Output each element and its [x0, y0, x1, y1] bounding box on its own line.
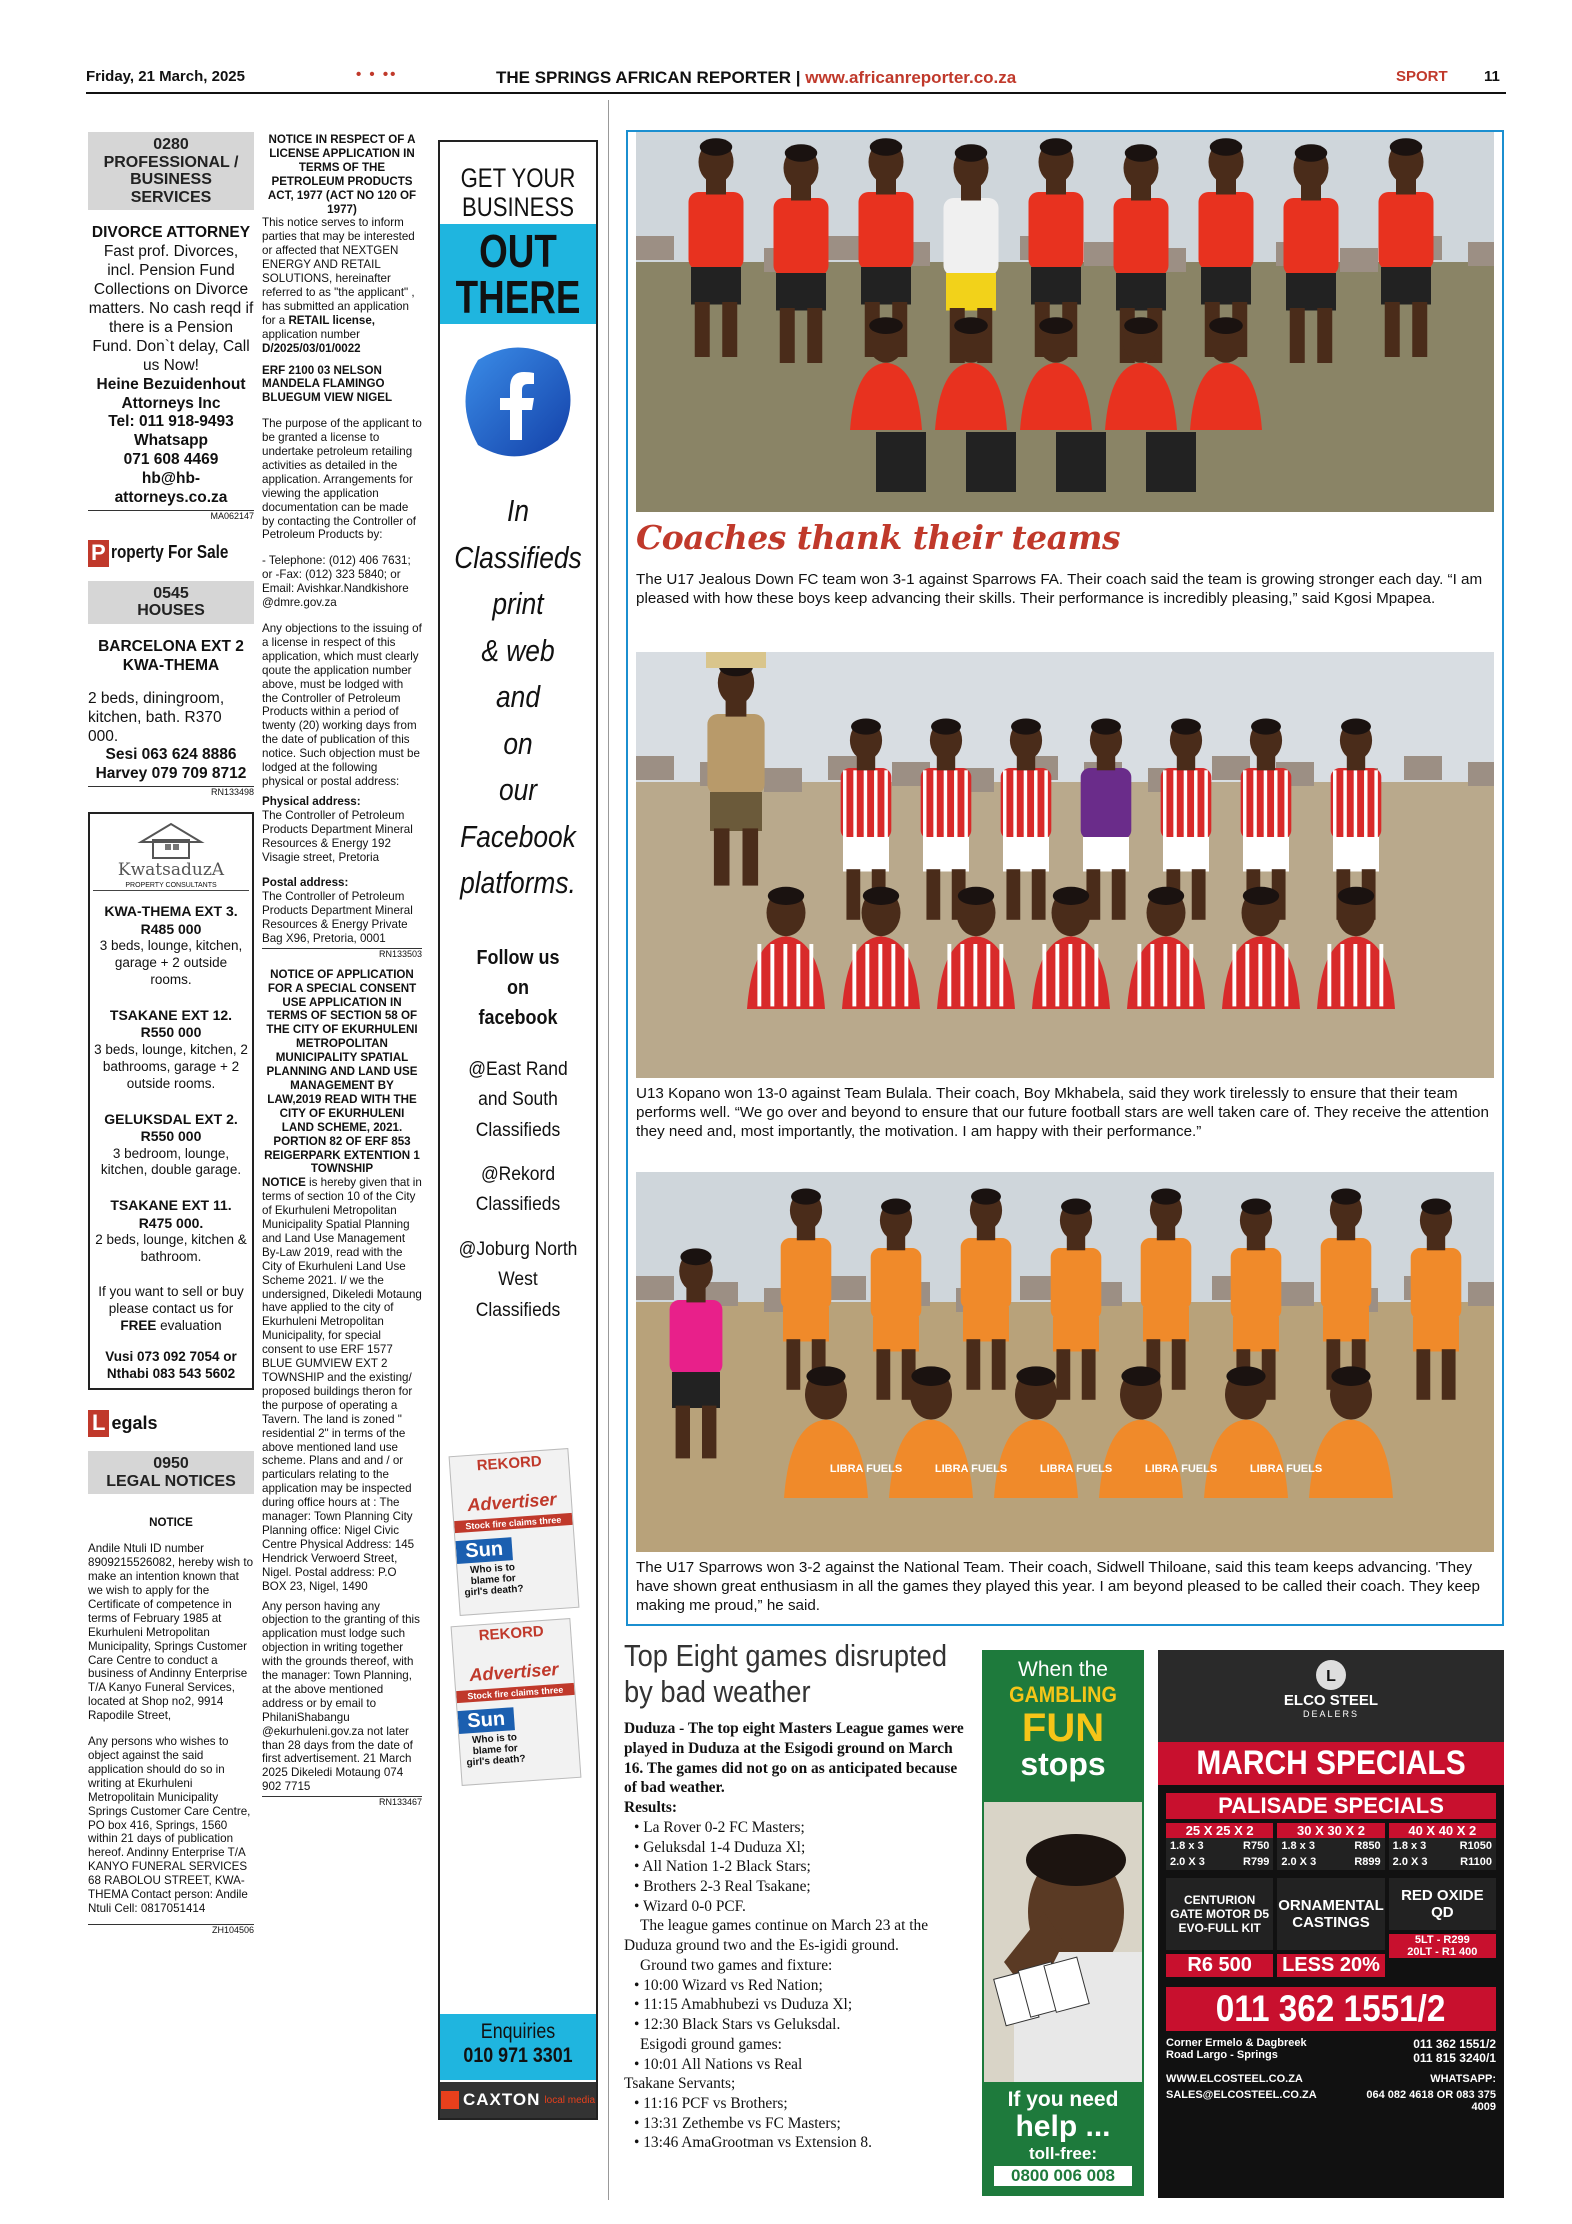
listing-price: R485 000	[140, 920, 202, 937]
enquiries-label: Enquiries	[480, 2020, 556, 2043]
size-row	[1389, 1854, 1496, 1870]
category-code: 0280	[153, 136, 189, 153]
classifieds-column-2	[262, 133, 422, 1808]
size-price: R899	[1354, 1856, 1381, 1868]
notice-title: NOTICE	[149, 1516, 193, 1530]
notice-text: is hereby given that in terms of section 10 of the City of Ekurhuleni Metropolitan Municipality Spatial Planning and Land Use Management By-Law 2019, read with the City of Ekurhuleni Land Use Scheme 2021. I/ we the undersigned, Dikeledi Motaung have applied to the city of Ekurhuleni Metropolitan Municipality, for special consent to use ERF 1577 BLUE GUMVIEW EXT 2 TOWNSHIP and the existing/ proposed buildings theron for the purpose of operating a Tavern. The land is zoned " residential 2" in terms of the above mentioned land use scheme. Plans and and / or particulars relating to the application may be inspected during office hours at : The manager: Town Planning City Planning office: Nigel Civic Centre Physical Address: 145 Hendrick Verwoerd Street, Nigel. Postal address: P.O BOX 23, Nigel, 1490	[262, 1176, 422, 1593]
caxton-logo-icon	[441, 2091, 459, 2109]
size-price: R1050	[1459, 1840, 1492, 1852]
team-photo-kopano	[636, 652, 1494, 1078]
whatsapp-label: WHATSAPP:	[1430, 2073, 1496, 2086]
fixture-continued: Tsakane Servants;	[624, 2075, 736, 2093]
logo-text: KwatsaduzA	[117, 860, 225, 881]
follow-us-text: Follow us on facebook	[476, 946, 560, 1029]
product-name: ORNAMENTAL CASTINGS	[1277, 1878, 1384, 1950]
ad-phone: Tel: 011 918-9493	[108, 413, 234, 431]
size-spec: 1.8 x 3	[1392, 1840, 1427, 1852]
team-photo-jealous-down	[636, 132, 1494, 512]
listing-description: 3 beds, lounge, kitchen, 2 bathrooms, garage + 2 outside rooms.	[94, 1041, 248, 1091]
list-item: • Brothers 2-3 Real Tsakane;	[634, 1878, 811, 1896]
erf-address: ERF 2100 03 NELSON MANDELA FLAMINGO BLUEGUM VIEW NIGEL	[262, 363, 393, 405]
newspaper-stack	[454, 1452, 582, 1822]
ad-line: GAMBLING	[1009, 1682, 1117, 1707]
paper-headline: Who is to blame for girl's death?	[464, 1562, 524, 1599]
svg-text:LIBRA FUELS: LIBRA FUELS	[934, 1463, 1008, 1475]
facebook-handle[interactable]: @Joburg North West Classifieds	[458, 1238, 578, 1321]
ad-line: FUN	[1021, 1706, 1105, 1750]
heading-initial: L	[88, 1410, 109, 1437]
list-item: • 13:46 AmaGrootman vs Extension 8.	[634, 2134, 872, 2152]
size-price: R1100	[1460, 1856, 1492, 1868]
team-photo-image	[636, 652, 1494, 1078]
in-line: print	[492, 586, 544, 622]
paper-masthead: Sun	[455, 1537, 512, 1564]
helpline-number[interactable]: 0800 006 008	[994, 2166, 1132, 2186]
results-heading: Results:	[624, 1799, 678, 1817]
ad-contacts: Vusi 073 092 7054 or Nthabi 083 543 5602	[105, 1348, 237, 1381]
ad-ref: RN133498	[88, 786, 254, 798]
category-title: PROFESSIONAL /	[103, 153, 239, 171]
team-photo-sparrows	[636, 1172, 1494, 1552]
article-headline: Top Eight games disrupted by bad weather	[624, 1638, 948, 1709]
helpline-box	[984, 2082, 1142, 2194]
size-row	[1166, 1838, 1273, 1854]
notice-text: This notice serves to inform parties that may be interested or affected that NEXTGEN ENERGY AND RETAIL SOLUTIONS, hereinafter referred to as "the applicant" , has submitted an application for a	[262, 216, 415, 327]
kanyo-notice	[88, 1516, 254, 1935]
listing-description: 3 bedroom, lounge, kitchen, double garage.	[100, 1145, 242, 1178]
size-price: R799	[1243, 1856, 1270, 1868]
size-price: R850	[1354, 1840, 1381, 1852]
listing-title: TSAKANE EXT 12.	[109, 1006, 233, 1023]
product-name: RED OXIDE QD	[1389, 1878, 1496, 1930]
banner-line: THERE	[455, 271, 581, 324]
notice-body: Any persons who wishes to object against the said application should do so in writing at Ekurhuleni Metropolitain Municipality Springs Customer Care Centre, PO box 416, Springs, 1560 within 21 days of publication hereof. Andinny Enterprise T/A KANYO FUNERAL SERVICES 68 RABOLOU STREET, KWA- THEMA Contact person: Andile Ntuli Cell: 0817051414	[88, 1735, 251, 1915]
responsible-gambling-ad	[982, 1650, 1144, 2196]
listing	[93, 1197, 249, 1266]
cta-end: evaluation	[156, 1317, 222, 1333]
listing-list	[93, 903, 249, 1266]
palisade-heading: PALISADE SPECIALS	[1166, 1793, 1496, 1819]
notice-body	[262, 1176, 422, 1593]
in-line: In	[507, 493, 529, 529]
facebook-logo-icon	[458, 340, 578, 470]
ad-ref: MA062147	[88, 510, 254, 522]
list-item: • 12:30 Black Stars vs Geluksdal.	[634, 2016, 841, 2034]
phone-text: 011 362 1551/2	[1216, 1988, 1446, 2029]
paper-masthead: Sun	[457, 1707, 514, 1734]
list-item: • 11:16 PCF vs Brothers;	[634, 2094, 788, 2112]
address-heading: Postal address:	[262, 876, 349, 890]
list-item: • All Nation 1-2 Black Stars;	[634, 1858, 811, 1876]
results-list	[624, 1818, 964, 1917]
facebook-handles	[446, 1055, 590, 1326]
ad-line: stops	[1020, 1746, 1106, 1782]
gate-motor-special	[1166, 1878, 1273, 1977]
product-price: 5LT - R299	[1389, 1934, 1496, 1946]
cta-text	[93, 1284, 249, 1335]
section-name: SPORT	[1396, 68, 1448, 85]
team-photo-image	[636, 1172, 1494, 1552]
headline-line: GET YOUR	[460, 163, 576, 193]
listing-price: R550 000	[140, 1128, 202, 1145]
notice-title: NOTICE IN RESPECT OF A LICENSE APPLICATION IN TERMS OF THE PETROLEUM PRODUCTS ACT, 1977 (ACT NO 120 OF 1977)	[267, 133, 417, 216]
ad-body: 2 beds, diningroom, kitchen, bath. R370 000.	[88, 689, 225, 745]
ad-line: toll-free:	[1029, 2144, 1097, 2163]
ad-contact: Harvey 079 709 8712	[95, 765, 247, 783]
list-item: • Geluksdal 1-4 Duduza Xl;	[634, 1838, 806, 1856]
elco-logo	[1158, 1650, 1504, 1742]
ad-phone: 071 608 4469	[123, 451, 219, 469]
listing-title: TSAKANE EXT 11.	[110, 1197, 232, 1214]
ad-title: BARCELONA EXT 2 KWA-THEMA	[98, 637, 244, 674]
facebook-handle[interactable]: @Rekord Classifieds	[475, 1163, 561, 1216]
newspaper-cover	[449, 1448, 580, 1616]
banner-line: OUT	[479, 225, 557, 278]
postal-address: The Controller of Petroleum Products Department Mineral Resources & Energy Private Bag X96, Pretoria, 0001	[262, 890, 413, 946]
ad-line: When the	[1018, 1658, 1108, 1681]
phones	[1413, 2037, 1496, 2065]
paper-masthead: REKORD	[478, 1622, 545, 1645]
newspaper-cover	[451, 1618, 582, 1786]
ad-line: If you need	[1007, 2088, 1119, 2111]
listing	[93, 1007, 249, 1093]
ad-title: DIVORCE ATTORNEY	[91, 224, 251, 242]
divorce-ad	[88, 224, 254, 522]
svg-text:LIBRA FUELS: LIBRA FUELS	[829, 1463, 903, 1475]
notice-body: The purpose of the applicant to be granted a license to undertake petroleum retailing activities as detailed in the application. Arrangements for viewing the application documentation can be made by contacting the Controller of Petroleum Products by:	[262, 417, 422, 542]
ad-headline	[454, 164, 582, 222]
photo-caption: The U17 Sparrows won 3-2 against the National Team. Their coach, Sidwell Thiloane, said this team keeps advancing. 'They have shown great enthusiasm in all the games they played this year. I am beyond pleased to be called their coach. They keep making me proud,” he said.	[636, 1559, 1480, 1614]
feature-headline: Coaches thank their teams	[636, 518, 1121, 557]
enquiries-phone[interactable]: 010 971 3301	[463, 2044, 573, 2067]
notice-ref: RN133467	[262, 1796, 422, 1808]
list-item: • 10:00 Wizard vs Red Nation;	[634, 1976, 823, 1994]
classifieds-column-1	[88, 132, 254, 1936]
property-for-sale-heading	[88, 540, 254, 567]
listing	[93, 1111, 249, 1180]
listing-description: 2 beds, lounge, kitchen & bathroom.	[95, 1232, 247, 1265]
paper-headline: Who is to blame for girl's death?	[466, 1732, 526, 1769]
product-name: CENTURION GATE MOTOR D5 EVO-FULL KIT	[1166, 1878, 1273, 1950]
category-title: HOUSES	[137, 602, 205, 620]
headline-line: BUSINESS	[462, 192, 574, 223]
notice-body	[262, 216, 422, 341]
logo-subtitle: PROPERTY CONSULTANTS	[93, 882, 249, 892]
notice-contact: - Telephone: (012) 406 7631; or -Fax: (012) 323 5840; or Email: Avishkar.Nandkishore @dmre.gov.za	[262, 554, 411, 610]
notice-lead: NOTICE	[262, 1176, 306, 1190]
address-line: Road Largo - Springs	[1166, 2049, 1278, 2062]
issue-date: Friday, 21 March, 2025	[86, 68, 245, 85]
email[interactable]: SALES@ELCOSTEEL.CO.ZA	[1166, 2089, 1317, 2102]
website[interactable]: WWW.ELCOSTEEL.CO.ZA	[1166, 2073, 1303, 2086]
ad-contact: Sesi 063 624 8886	[105, 746, 237, 764]
svg-text:LIBRA FUELS: LIBRA FUELS	[1039, 1463, 1113, 1475]
category-legal-notices	[88, 1451, 254, 1494]
masthead-url[interactable]: www.africanreporter.co.za	[805, 68, 1017, 87]
size-spec: 2.0 X 3	[1392, 1856, 1428, 1868]
elco-sub: DEALERS	[1302, 1709, 1360, 1719]
size-row	[1166, 1854, 1273, 1870]
phone-line: 011 815 3240/1	[1413, 2051, 1496, 2066]
list-item: • 13:31 Zethembe vs FC Masters;	[634, 2114, 841, 2132]
category-code: 0950	[153, 1455, 189, 1473]
gambling-ad-top	[984, 1652, 1142, 1802]
elco-crest-icon	[1311, 1658, 1351, 1692]
notice-body: Any person having any objection to the granting of this application must lodge such objection in writing together with the grounds thereof, with the manager: Town Planning, at the above mentioned address or by email to PhilaniShabangu @ekurhuleni.gov.za not later than 28 days from the date of first advertisement. 21 March 2025 Dikeledi Motaung 074 902 7715	[262, 1599, 420, 1794]
palisade-size	[1389, 1823, 1496, 1870]
address-heading: Physical address:	[262, 794, 361, 808]
out-there-banner	[440, 224, 596, 324]
address	[1166, 2037, 1307, 2065]
page-header	[86, 68, 1506, 90]
header-dots: • • ••	[356, 66, 398, 83]
elco-steel-ad	[1158, 1650, 1504, 2198]
size-spec: 1.8 x 3	[1281, 1840, 1315, 1852]
in-line: on	[503, 725, 533, 761]
product-price: R6 500	[1166, 1954, 1273, 1977]
house-logo-icon	[121, 820, 221, 860]
cta-free: FREE	[120, 1317, 157, 1333]
march-specials-banner	[1158, 1742, 1504, 1785]
paper-masthead: Advertiser	[468, 1658, 560, 1686]
heading-text: roperty For Sale	[110, 542, 229, 563]
facebook-handle[interactable]: @East Rand and South Classifieds	[468, 1058, 568, 1141]
masthead-title: THE SPRINGS AFRICAN REPORTER |	[496, 68, 801, 87]
listing-price: R475 000.	[138, 1214, 204, 1231]
whatsapp-numbers: 064 082 4618 OR 083 375 4009	[1366, 2089, 1496, 2114]
ad-line: help ...	[1015, 2110, 1111, 2143]
heading-initial: P	[88, 540, 109, 567]
palisade-price-grid	[1166, 1823, 1496, 1870]
header-rule	[86, 92, 1506, 94]
in-line: our	[498, 772, 538, 808]
address-line: Corner Ermelo & Dagbreek	[1166, 2037, 1307, 2050]
size-spec: 2.0 X 3	[1170, 1856, 1205, 1868]
ornamental-special	[1277, 1878, 1384, 1977]
list-item: • La Rover 0-2 FC Masters;	[634, 1818, 805, 1836]
caxton-logo	[440, 2082, 596, 2118]
palisade-size	[1277, 1823, 1384, 1870]
size-spec: 1.8 x 3	[1170, 1840, 1204, 1852]
cta-line: If you want to sell or buy please contact us for	[98, 1284, 244, 1316]
size-row	[1389, 1838, 1496, 1854]
listing-title: KWA-THEMA EXT 3.	[104, 903, 238, 920]
notice-emphasis: RETAIL license,	[288, 313, 375, 327]
web-row	[1166, 2073, 1496, 2085]
team-photo-image	[636, 132, 1494, 512]
phone-line: 011 362 1551/2	[1413, 2037, 1496, 2052]
physical-address: The Controller of Petroleum Products Department Mineral Resources & Energy 192 Visagie street, Pretoria	[262, 808, 413, 864]
fixture-list	[624, 2055, 964, 2075]
in-line: & web	[481, 632, 555, 668]
article-paragraph: Ground two games and fixture:	[640, 1956, 833, 1974]
product-price: 20LT - R1 400	[1389, 1946, 1496, 1958]
category-code: 0545	[153, 584, 189, 602]
photo-caption: U13 Kopano won 13-0 against Team Bulala. Their coach, Boy Mkhabela, said they work tirelessly to ensure that their team performs well. “We go over and beyond to ensure that our future football stars are well taken care of. They receive the attention they need and, most importantly, the motivation. I am happy with their performance.”	[636, 1085, 1489, 1140]
paper-masthead: REKORD	[476, 1452, 543, 1475]
notice-body: Andile Ntuli ID number 8909215526082, hereby wish to make an intention known that we wish to apply for the Certificate of competence in terms of February 1985 at Ekurhuleni Metropolitan Municipality, Springs Customer Care Centre to conduct a business of Andinny Enterprise T/A Kanyo Funeral Services, located at Shop no2, 9914 Rapodile Street,	[88, 1542, 254, 1723]
listing-price: R550 000	[140, 1024, 202, 1041]
svg-text:L: L	[1326, 1668, 1336, 1685]
in-classifieds-text	[452, 488, 585, 907]
category-houses	[88, 581, 254, 624]
paper-masthead: Advertiser	[466, 1488, 558, 1516]
palisade-size	[1166, 1823, 1273, 1870]
list-item: • 10:01 All Nations vs Real	[634, 2055, 803, 2073]
heading-text: egals	[111, 1412, 158, 1433]
caxton-name: CAXTON	[462, 2090, 541, 2109]
oxide-special	[1389, 1878, 1496, 1977]
product-price: LESS 20%	[1277, 1954, 1384, 1977]
top-eight-article	[624, 1638, 964, 2153]
list-item: • 11:15 Amabhubezi vs Duduza Xl;	[634, 1996, 853, 2014]
column-divider	[608, 100, 609, 2200]
paper-headline: Stock fire claims three	[456, 1683, 575, 1703]
contact-row	[1166, 2037, 1496, 2065]
ad-firm: Heine Bezuidenhout Attorneys Inc	[96, 375, 246, 412]
article-paragraph: Esigodi ground games:	[640, 2035, 782, 2053]
facebook-classifieds-ad	[438, 140, 598, 2120]
article-body	[624, 1719, 964, 2153]
in-line: Facebook	[460, 818, 576, 854]
size-price: R750	[1243, 1840, 1270, 1852]
sport-feature	[626, 130, 1504, 1626]
banner-text: MARCH SPECIALS	[1196, 1744, 1466, 1782]
email-row	[1166, 2089, 1496, 2113]
legals-heading	[88, 1410, 254, 1437]
barcelona-ad	[88, 638, 254, 798]
listing	[93, 903, 249, 989]
notice-ref: RN133503	[262, 948, 422, 960]
in-line: platforms.	[460, 865, 576, 901]
application-number: D/2025/03/01/0022	[262, 341, 361, 355]
ad-body: Fast prof. Divorces, incl. Pension Fund Collections on Divorce matters. No cash reqd if there is a Pension Fund. Don`t delay, Call us Now!	[88, 243, 254, 374]
notice-text: application number	[262, 327, 360, 341]
article-lead: Duduza - The top eight Masters League games were played in Duduza at the Esigodi ground on March 16. The games did not go on as anticipated because of bad weather.	[624, 1720, 964, 1797]
worried-man-photo	[984, 1802, 1144, 2082]
listing-title: GELUKSDAL EXT 2.	[104, 1110, 238, 1127]
size-spec: 2.0 X 3	[1281, 1856, 1317, 1868]
fixture-list	[624, 1976, 964, 2035]
in-line: Classifieds	[454, 539, 582, 575]
fixture-list	[624, 2094, 964, 2153]
ad-email[interactable]: hb@hb-attorneys.co.za	[114, 470, 228, 507]
svg-text:LIBRA FUELS: LIBRA FUELS	[1249, 1463, 1323, 1475]
kwatsaduza-ad	[88, 812, 254, 1390]
ad-label: Whatsapp	[133, 432, 209, 450]
main-phone[interactable]	[1166, 1987, 1496, 2031]
listing-description: 3 beds, lounge, kitchen, garage + 2 outside rooms.	[99, 938, 243, 988]
size-row	[1277, 1854, 1384, 1870]
notice-title: NOTICE OF APPLICATION FOR A SPECIAL CONSENT USE APPLICATION IN TERMS OF SECTION 58 OF THE CITY OF EKURHULENI METROPOLITAN MUNICIPALITY SPATIAL PLANNING AND LAND USE MANAGEMENT BY LAW,2019 READ WITH THE CITY OF EKURHULENI LAND SCHEME, 2021. PORTION 82 OF ERF 853 REIGERPARK EXTENTION 1 TOWNSHIP	[264, 967, 420, 1176]
enquiries-box	[440, 2014, 596, 2080]
size-heading: 30 X 30 X 2	[1277, 1823, 1384, 1838]
masthead	[496, 68, 1016, 88]
list-item: • Wizard 0-0 PCF.	[634, 1897, 746, 1915]
notice-ref: ZH104506	[88, 1924, 254, 1936]
size-row	[1277, 1838, 1384, 1854]
category-professional	[88, 132, 254, 210]
category-title: LEGAL NOTICES	[106, 1472, 236, 1490]
caxton-sub: local media	[544, 2094, 596, 2106]
size-heading: 40 X 40 X 2	[1389, 1823, 1496, 1838]
in-line: and	[496, 679, 540, 715]
paper-headline: Stock fire claims three	[454, 1513, 573, 1533]
category-title: BUSINESS SERVICES	[130, 171, 212, 206]
size-heading: 25 X 25 X 2	[1166, 1823, 1273, 1838]
svg-text:LIBRA FUELS: LIBRA FUELS	[1144, 1463, 1218, 1475]
elco-name: ELCO STEEL	[1283, 1692, 1379, 1709]
article-paragraph: The league games continue on March 23 at the Duduza ground two and the Es-igidi ground.	[624, 1917, 929, 1955]
photo-caption: The U17 Jealous Down FC team won 3-1 against Sparrows FA. Their coach said the team is growing stronger each day. “I am pleased with how these boys keep advancing their skills. Their performance is incredibly pleasing,” said Kgosi Mpapea.	[636, 571, 1483, 607]
notice-body: Any objections to the issuing of a license in respect of this application, which must clearly qoute the application number above, must be lodged with the Controller of Petroleum Products within a period of twenty (20) working days from the date of publication of this notice. Such objection must be lodged at the following physical or postal address:	[262, 622, 422, 788]
page-number: 11	[1484, 68, 1500, 85]
product-specials	[1166, 1878, 1496, 1977]
